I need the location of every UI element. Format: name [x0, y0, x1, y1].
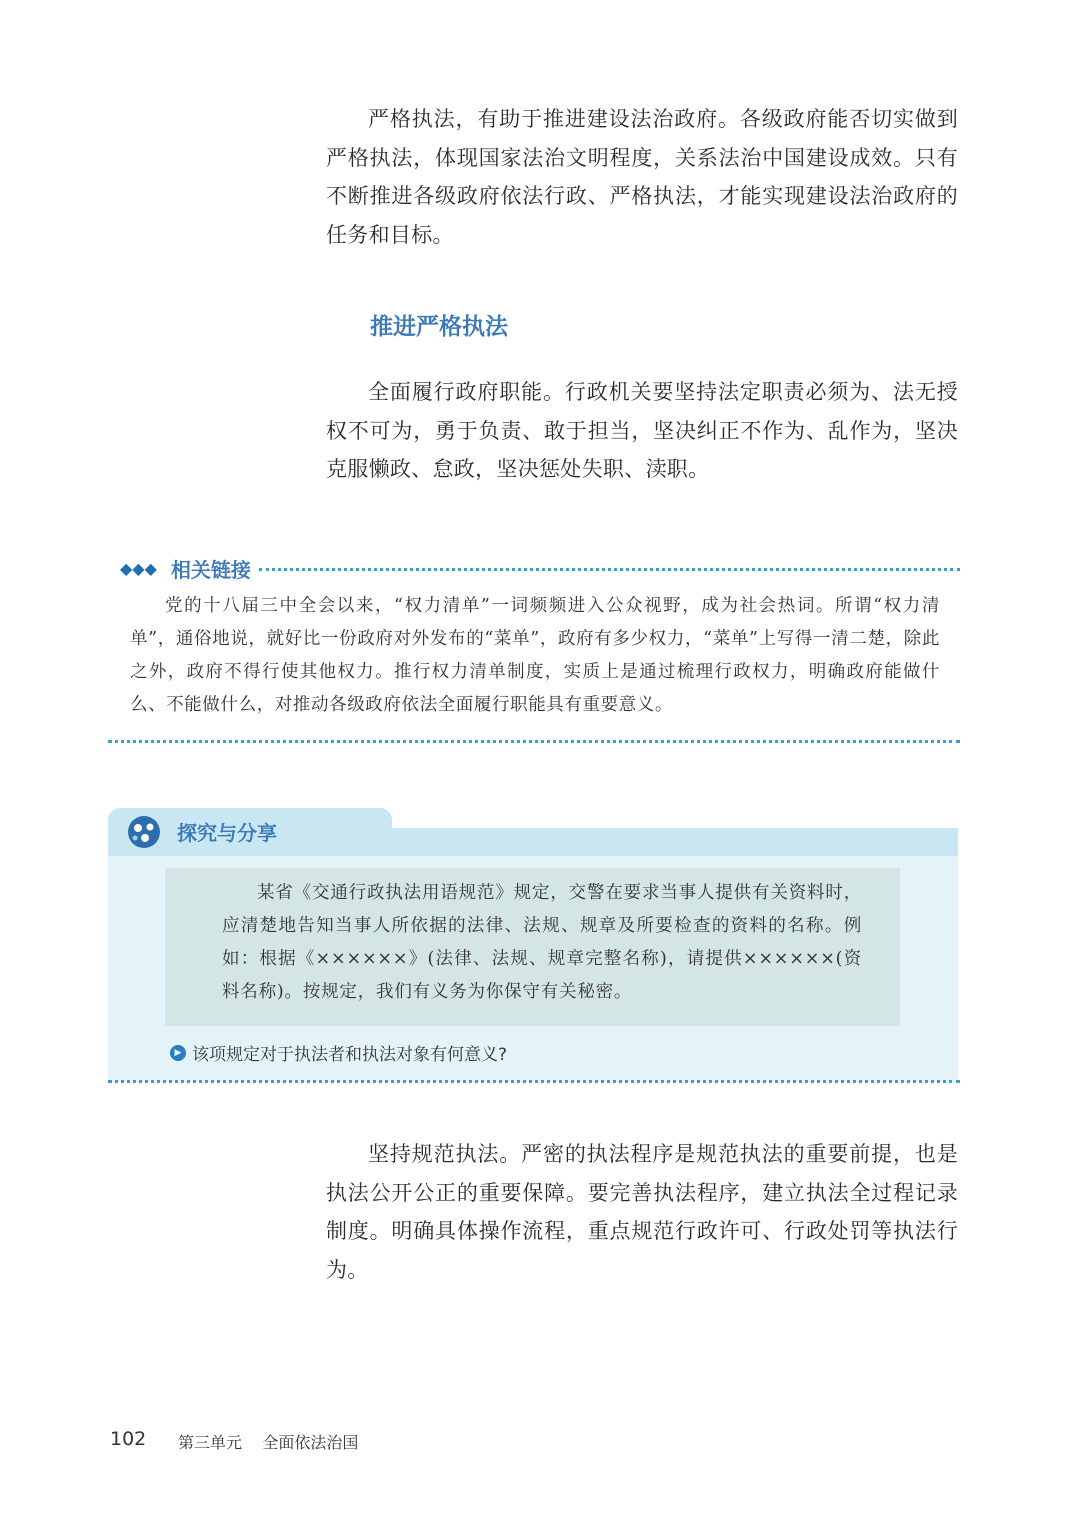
- question-text: 该项规定对于执法者和执法对象有何意义?: [192, 1045, 508, 1065]
- globe-people-icon: [126, 814, 162, 850]
- explore-title: 探究与分享: [177, 821, 277, 845]
- dotted-divider: [108, 1080, 960, 1083]
- body-paragraph-1: 严格执法，有助于推进建设法治政府。各级政府能否切实做到严格执法，体现国家法治文明程度，关系法治中国建设成效。只有不断推进各级政府依法行政、严格执法，才能实现建设法治政府的任务和目标。: [326, 107, 958, 247]
- related-link-title: 相关链接: [170, 557, 251, 582]
- page-number: 102: [110, 1428, 147, 1450]
- section-heading: 推进严格执法: [370, 314, 508, 340]
- dotted-divider: [259, 568, 960, 571]
- diamond-icon: ◆◆◆: [120, 558, 157, 578]
- dotted-divider: [108, 740, 960, 743]
- body-paragraph-2: 全面履行政府职能。行政机关要坚持法定职责必须为、法无授权不可为，勇于负责、敢于担当，坚决纠正不作为、乱作为，坚决克服懒政、怠政，坚决惩处失职、渎职。: [326, 380, 958, 481]
- arrow-bullet-icon: ▶: [170, 1045, 186, 1061]
- footer-unit-label: 第三单元 全面依法治国: [178, 1433, 359, 1452]
- body-paragraph-3: 坚持规范执法。严密的执法程序是规范执法的重要前提，也是执法公开公正的重要保障。要完善执法程序，建立执法全过程记录制度。明确具体操作流程，重点规范行政许可、行政处罚等执法行为。: [326, 1142, 958, 1282]
- quote-text: 某省《交通行政执法用语规范》规定，交警在要求当事人提供有关资料时，应清楚地告知当事人所依据的法律、法规、规章及所要检查的资料的名称。例如：根据《××××××》(法律、法规、规章完整名称)，请提供××××××(资料名称)。按规定，我们有义务为你保守有关秘密。: [222, 883, 862, 1002]
- explore-question: [170, 1040, 507, 1065]
- related-link-header: [120, 552, 960, 584]
- related-link-text: 党的十八届三中全会以来，“权力清单”一词频频进入公众视野，成为社会热词。所谓“权力清单”，通俗地说，就好比一份政府对外发布的“菜单”，政府有多少权力，“菜单”上写得一清二楚，除此之外，政府不得行使其他权力。推行权力清单制度，实质上是通过梳理行政权力，明确政府能做什么、不能做什么，对推动各级政府依法全面履行职能具有重要意义。: [130, 596, 940, 715]
